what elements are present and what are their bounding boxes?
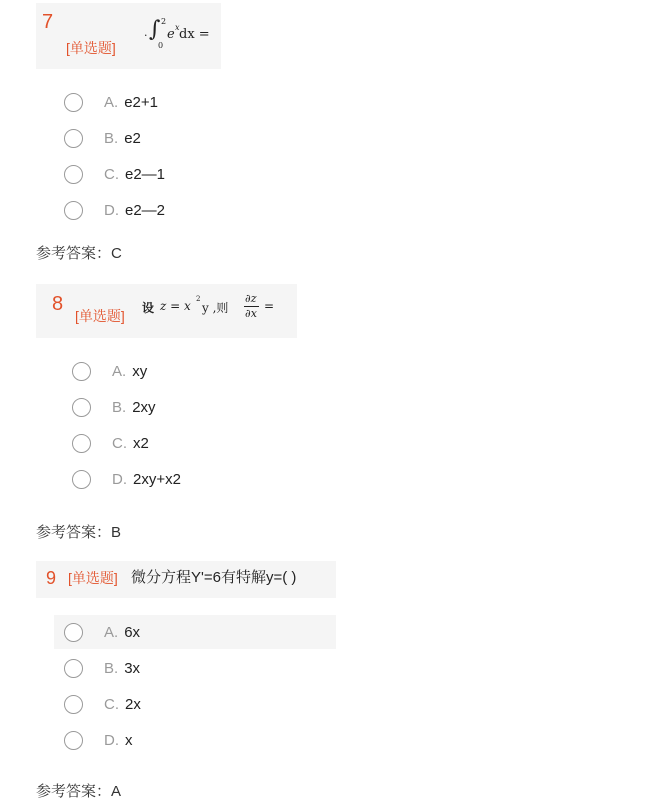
radio-button[interactable] — [64, 659, 83, 678]
fraction-numerator: ∂z — [245, 292, 257, 305]
option-letter: C. — [112, 434, 127, 452]
option-letter: C. — [104, 165, 119, 183]
integral-lower-limit: 0 — [158, 41, 164, 50]
radio-button[interactable] — [64, 129, 83, 148]
option-letter: D. — [104, 731, 119, 749]
question-type-label: [单选题] — [66, 40, 116, 56]
option-b[interactable] — [54, 121, 294, 155]
question-number: 7 — [42, 11, 54, 33]
option-a[interactable] — [62, 354, 302, 388]
question-9-header — [36, 561, 336, 598]
radio-button[interactable] — [72, 362, 91, 381]
option-b[interactable] — [62, 390, 302, 424]
radio-button[interactable] — [72, 398, 91, 417]
option-c[interactable] — [54, 687, 336, 721]
option-c[interactable] — [62, 426, 302, 460]
math-rest: dx = — [179, 27, 210, 42]
option-letter: A. — [112, 362, 127, 380]
math-base: e — [167, 27, 175, 42]
fraction-denominator: ∂x — [245, 307, 257, 320]
option-a[interactable] — [54, 615, 336, 649]
option-text: e2—2 — [125, 201, 166, 219]
math-expression-2: y ,则 — [202, 301, 229, 315]
question-7-stem-math — [144, 17, 224, 53]
option-letter: B. — [104, 659, 119, 677]
question-number: 9 — [46, 568, 57, 588]
radio-button[interactable] — [64, 623, 83, 642]
integral-upper-limit: 2 — [161, 17, 167, 26]
question-number: 8 — [52, 293, 64, 315]
math-prefix: 设 — [142, 301, 155, 315]
option-letter: A. — [104, 93, 119, 111]
math-dot: · — [144, 29, 148, 42]
radio-button[interactable] — [64, 695, 83, 714]
option-d[interactable] — [62, 462, 302, 496]
option-text: e2+1 — [124, 93, 158, 111]
question-8-stem-math — [142, 293, 292, 327]
option-b[interactable] — [54, 651, 336, 685]
math-expression: z = x — [160, 299, 191, 313]
math-exponent: x — [175, 23, 180, 32]
integral-sign: ∫ — [149, 17, 161, 42]
radio-button[interactable] — [72, 434, 91, 453]
radio-button[interactable] — [64, 201, 83, 220]
math-exponent: 2 — [196, 295, 201, 303]
radio-button[interactable] — [72, 470, 91, 489]
option-text: 2xy — [132, 398, 156, 416]
option-letter: A. — [104, 623, 119, 641]
math-equals: = — [264, 299, 275, 313]
option-a[interactable] — [54, 85, 294, 119]
radio-button[interactable] — [64, 93, 83, 112]
option-letter: C. — [104, 695, 119, 713]
option-letter: D. — [104, 201, 119, 219]
option-text: 2x — [125, 695, 141, 713]
question-8-header — [36, 284, 297, 338]
option-c[interactable] — [54, 157, 294, 191]
question-stem: 微分方程Y'=6有特解y=( ) — [131, 569, 297, 586]
option-text: e2—1 — [125, 165, 166, 183]
option-text: x — [125, 731, 133, 749]
option-d[interactable] — [54, 193, 294, 227]
question-7-header — [36, 3, 221, 69]
option-text: 6x — [124, 623, 141, 641]
option-letter: B. — [112, 398, 127, 416]
radio-button[interactable] — [64, 165, 83, 184]
option-text: 3x — [124, 659, 141, 677]
option-text: x2 — [133, 434, 149, 452]
option-letter: B. — [104, 129, 119, 147]
option-text: e2 — [124, 129, 141, 147]
reference-answer: 参考答案：B — [36, 524, 122, 541]
question-type-label: [单选题] — [68, 570, 118, 586]
option-letter: D. — [112, 470, 127, 488]
option-d[interactable] — [54, 723, 336, 757]
question-type-label: [单选题] — [75, 308, 125, 324]
radio-button[interactable] — [64, 731, 83, 750]
option-text: 2xy+x2 — [133, 470, 181, 488]
reference-answer: 参考答案：C — [36, 245, 122, 262]
option-text: xy — [132, 362, 148, 380]
reference-answer: 参考答案：A — [36, 783, 122, 800]
